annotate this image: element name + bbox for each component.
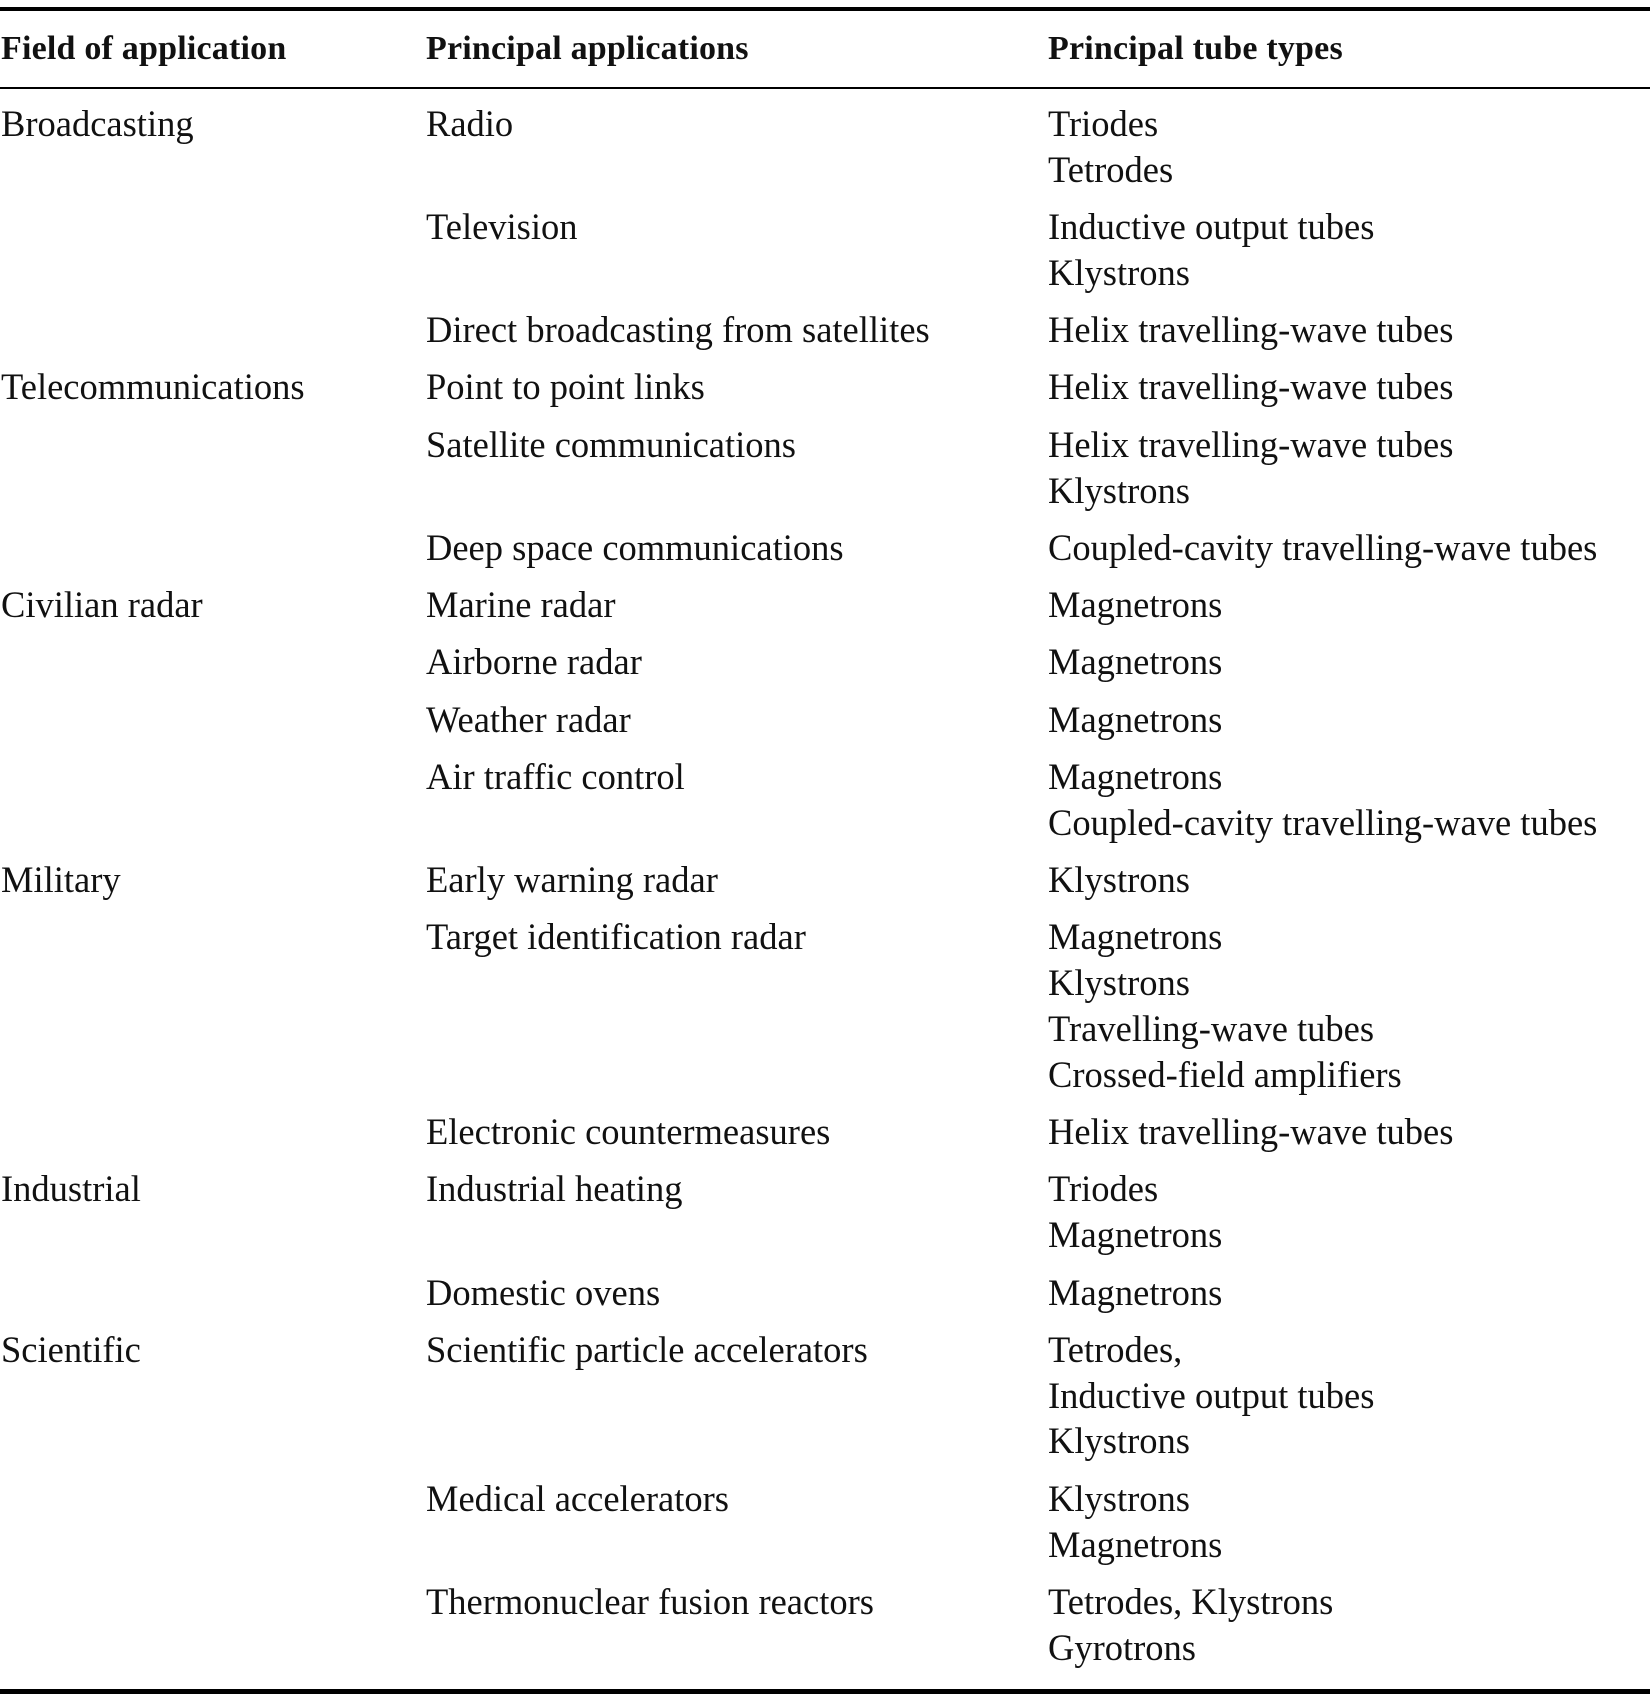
application-cell: Direct broadcasting from satellites <box>426 309 930 351</box>
application-cell: Radio <box>426 103 514 144</box>
header-principal-tube-types: Principal tube types <box>1048 30 1343 67</box>
header-field-of-application: Field of application <box>1 30 287 67</box>
application-cell: Domestic ovens <box>426 1271 661 1313</box>
tube-type: Magnetrons <box>1048 584 1223 626</box>
tube-types-cell <box>1048 639 1650 685</box>
field-cell: Industrial <box>1 1168 141 1210</box>
tube-types-cell <box>1048 204 1650 296</box>
tube-types-cell <box>1048 1166 1650 1258</box>
tube-type: Magnetrons <box>1048 1523 1223 1565</box>
application-cell: Airborne radar <box>426 641 642 683</box>
tube-type: Gyrotrons <box>1048 1626 1197 1668</box>
table-body <box>0 89 1650 1682</box>
tube-type: Tetrodes, <box>1048 1328 1183 1370</box>
tube-types-cell <box>1048 307 1650 353</box>
table-row <box>0 1166 1650 1269</box>
tube-type: Helix travelling-wave tubes <box>1048 366 1454 408</box>
table-header-row <box>0 11 1650 87</box>
tube-type: Magnetrons <box>1048 698 1223 740</box>
tube-types-cell <box>1048 914 1650 1097</box>
application-cell: Television <box>426 206 578 248</box>
tube-types-cell <box>1048 1476 1650 1568</box>
tube-types-cell <box>1048 857 1650 903</box>
table-row <box>0 204 1650 307</box>
application-cell: Deep space communications <box>426 526 844 568</box>
tube-types-cell <box>1048 1270 1650 1316</box>
tube-type: Coupled-cavity travelling-wave tubes <box>1048 526 1598 568</box>
tube-type: Crossed-field amplifiers <box>1048 1053 1402 1095</box>
header-principal-applications: Principal applications <box>426 30 749 67</box>
tube-type: Travelling-wave tubes <box>1048 1008 1375 1050</box>
tube-type: Magnetrons <box>1048 1214 1223 1256</box>
tube-type: Klystrons <box>1048 962 1190 1004</box>
tube-type: Magnetrons <box>1048 641 1223 683</box>
table-row <box>0 422 1650 525</box>
table-row <box>0 1109 1650 1166</box>
application-cell: Scientific particle accelerators <box>426 1328 868 1370</box>
table-row <box>0 582 1650 639</box>
tube-type: Klystrons <box>1048 469 1190 511</box>
tube-types-cell <box>1048 525 1650 571</box>
tube-type: Magnetrons <box>1048 1271 1223 1313</box>
table-row <box>0 101 1650 204</box>
application-cell: Early warning radar <box>426 859 718 901</box>
tube-type: Triodes <box>1048 103 1159 144</box>
table-row <box>0 754 1650 857</box>
tube-types-cell <box>1048 754 1650 846</box>
table-row <box>0 1476 1650 1579</box>
tube-types-cell <box>1048 582 1650 628</box>
tube-types-cell <box>1048 101 1650 193</box>
table-row <box>0 525 1650 582</box>
table-row <box>0 1270 1650 1327</box>
tube-types-cell <box>1048 1579 1650 1671</box>
tube-type: Helix travelling-wave tubes <box>1048 1111 1454 1153</box>
table-row <box>0 914 1650 1109</box>
field-cell: Scientific <box>1 1328 141 1370</box>
tube-types-cell <box>1048 697 1650 743</box>
tube-type: Tetrodes, Klystrons <box>1048 1580 1334 1622</box>
tube-type: Klystrons <box>1048 1477 1190 1519</box>
table-row <box>0 1327 1650 1476</box>
field-cell: Military <box>1 859 121 901</box>
table-row <box>0 639 1650 696</box>
tube-type: Inductive output tubes <box>1048 1374 1375 1416</box>
application-cell: Industrial heating <box>426 1168 683 1210</box>
application-cell: Medical accelerators <box>426 1477 729 1519</box>
field-cell: Civilian radar <box>1 584 203 626</box>
application-cell: Target identification radar <box>426 916 806 958</box>
applications-table <box>0 7 1650 1694</box>
tube-type: Helix travelling-wave tubes <box>1048 423 1454 465</box>
tube-type: Tetrodes <box>1048 148 1174 190</box>
field-cell: Telecommunications <box>1 366 305 408</box>
tube-type: Klystrons <box>1048 1420 1190 1462</box>
table-row <box>0 857 1650 914</box>
table-row <box>0 697 1650 754</box>
application-cell: Air traffic control <box>426 756 685 798</box>
tube-type: Klystrons <box>1048 251 1190 293</box>
field-cell: Broadcasting <box>1 103 194 144</box>
tube-type: Klystrons <box>1048 859 1190 901</box>
tube-types-cell <box>1048 364 1650 410</box>
tube-type: Helix travelling-wave tubes <box>1048 309 1454 351</box>
application-cell: Thermonuclear fusion reactors <box>426 1580 874 1622</box>
table-row <box>0 364 1650 421</box>
application-cell: Marine radar <box>426 584 616 626</box>
tube-types-cell <box>1048 1109 1650 1155</box>
tube-type: Triodes <box>1048 1168 1159 1210</box>
tube-types-cell <box>1048 422 1650 514</box>
application-cell: Satellite communications <box>426 423 796 465</box>
table-row <box>0 1579 1650 1682</box>
application-cell: Weather radar <box>426 698 631 740</box>
table-row <box>0 307 1650 364</box>
tube-type: Coupled-cavity travelling-wave tubes <box>1048 801 1598 843</box>
tube-types-cell <box>1048 1327 1650 1464</box>
tube-type: Magnetrons <box>1048 756 1223 798</box>
table-bottom-rule <box>0 1689 1650 1694</box>
application-cell: Point to point links <box>426 366 705 408</box>
tube-type: Inductive output tubes <box>1048 206 1375 248</box>
tube-type: Magnetrons <box>1048 916 1223 958</box>
application-cell: Electronic countermeasures <box>426 1111 831 1153</box>
